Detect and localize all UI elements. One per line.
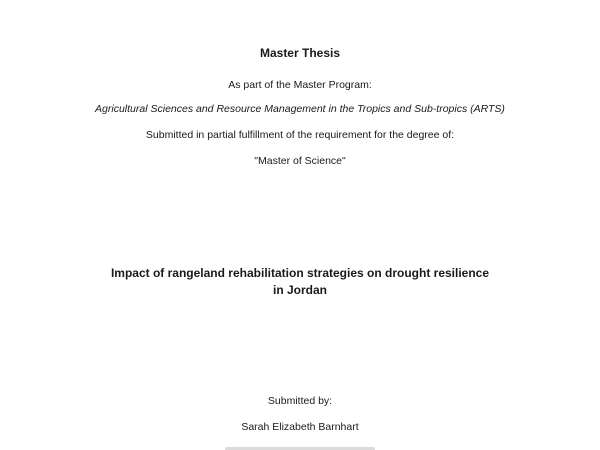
cropped-text-line bbox=[0, 441, 600, 450]
submitted-by-label: Submitted by: bbox=[267, 395, 333, 407]
thesis-title-line-1: Impact of rangeland rehabilitation strategies on drought resilience bbox=[110, 266, 490, 280]
program-intro: As part of the Master Program: bbox=[228, 79, 372, 91]
submission-note: Submitted in partial fulfillment of the requirement for the degree of: bbox=[145, 129, 455, 141]
author-name: Sarah Elizabeth Barnhart bbox=[241, 421, 359, 433]
program-name: Agricultural Sciences and Resource Management in the Tropics and Sub-tropics (ARTS) bbox=[95, 103, 505, 115]
cropped-text-fragment bbox=[0, 445, 600, 450]
thesis-title-line-2: in Jordan bbox=[272, 283, 327, 297]
degree-name: "Master of Science" bbox=[254, 155, 346, 167]
document-heading: Master Thesis bbox=[259, 46, 341, 60]
